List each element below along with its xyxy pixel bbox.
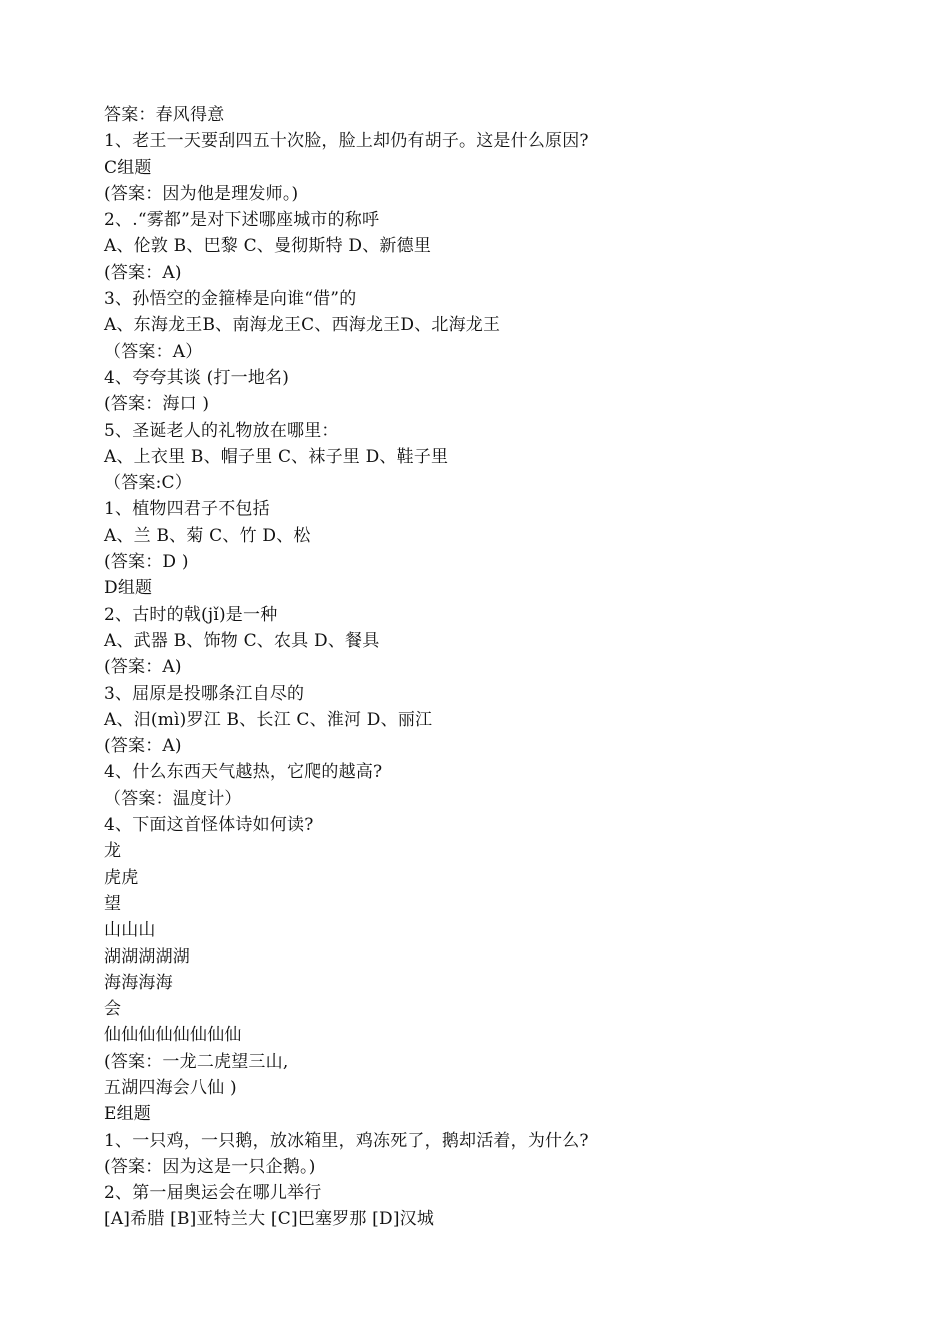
question-line: 3、屈原是投哪条江自尽的 [104, 683, 305, 704]
poem-line: 会 [104, 999, 122, 1020]
poem-line: 海海海海 [104, 972, 173, 993]
group-heading: C组题 [104, 157, 152, 178]
document-page [104, 102, 904, 1233]
question-line: 2、.“雾都”是对下述哪座城市的称呼 [104, 210, 380, 231]
answer-line: 五湖四海会八仙 ) [104, 1077, 237, 1098]
answer-line: (答案：D ) [104, 552, 189, 573]
question-line: 1、一只鸡，一只鹅，放冰箱里，鸡冻死了，鹅却活着，为什么? [104, 1130, 589, 1151]
answer-line: （答案：A） [104, 341, 203, 362]
options-line: A、上衣里 B、帽子里 C、袜子里 D、鞋子里 [104, 446, 449, 467]
group-heading: E组题 [104, 1104, 152, 1125]
answer-line: (答案：因为他是理发师。) [104, 183, 299, 204]
poem-line: 湖湖湖湖湖 [104, 946, 190, 967]
options-line: [A]希腊 [B]亚特兰大 [C]巴塞罗那 [D]汉城 [104, 1209, 435, 1230]
question-line: 1、老王一天要刮四五十次脸，脸上却仍有胡子。这是什么原因? [104, 131, 589, 152]
poem-line: 龙 [104, 841, 122, 862]
answer-line: (答案：A) [104, 657, 182, 678]
options-line: A、兰 B、菊 C、竹 D、松 [104, 525, 311, 546]
question-line: 4、下面这首怪体诗如何读? [104, 815, 314, 836]
question-line: 1、植物四君子不包括 [104, 499, 270, 520]
answer-line: (答案：A) [104, 736, 182, 757]
poem-line: 山山山 [104, 920, 156, 941]
options-line: A、武器 B、饰物 C、农具 D、餐具 [104, 630, 380, 651]
question-line: 2、第一届奥运会在哪儿举行 [104, 1183, 322, 1204]
options-line: A、汨(mì)罗江 B、长江 C、淮河 D、丽江 [104, 709, 433, 730]
question-line: 3、孙悟空的金箍棒是向谁“借”的 [104, 289, 357, 310]
poem-line: 望 [104, 893, 122, 914]
question-line: 4、夸夸其谈 (打一地名) [104, 367, 290, 388]
answer-line: (答案：A) [104, 262, 182, 283]
question-line: 4、什么东西天气越热，它爬的越高? [104, 762, 383, 783]
answer-line: (答案：一龙二虎望三山, [104, 1051, 289, 1072]
question-line: 5、圣诞老人的礼物放在哪里： [104, 420, 339, 441]
question-line: 2、古时的戟(jǐ)是一种 [104, 604, 278, 625]
text-line: 答案：春风得意 [104, 105, 225, 125]
answer-line: （答案:C） [104, 473, 192, 494]
answer-line: （答案：温度计） [104, 788, 242, 809]
options-line: A、伦敦 B、巴黎 C、曼彻斯特 D、新德里 [104, 236, 432, 257]
answer-line: (答案：因为这是一只企鹅。) [104, 1156, 316, 1177]
group-heading: D组题 [104, 578, 153, 599]
options-line: A、东海龙王B、南海龙王C、西海龙王D、北海龙王 [104, 315, 501, 336]
poem-line: 仙仙仙仙仙仙仙仙 [104, 1025, 242, 1046]
poem-line: 虎虎 [104, 867, 139, 888]
answer-line: (答案：海口 ) [104, 394, 210, 415]
